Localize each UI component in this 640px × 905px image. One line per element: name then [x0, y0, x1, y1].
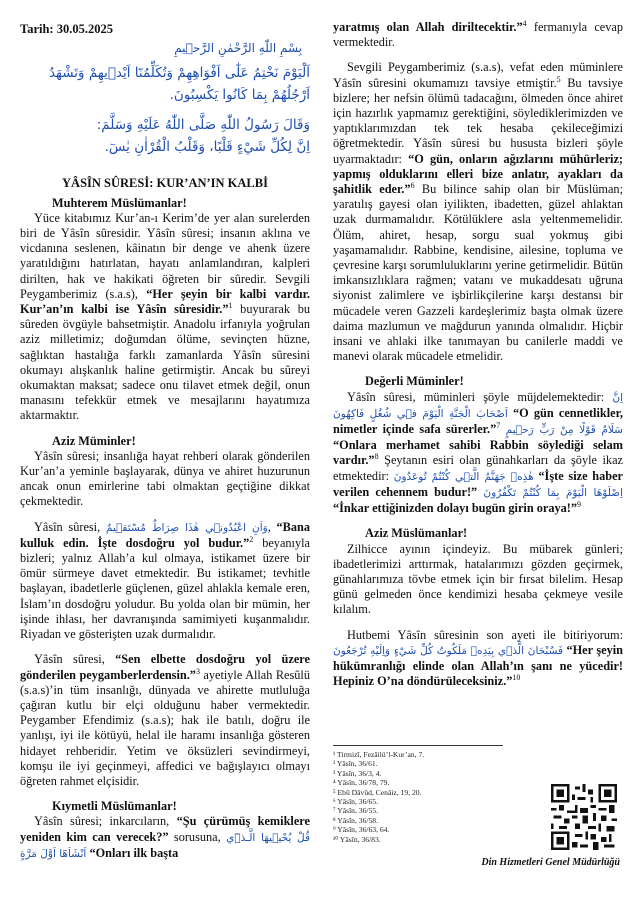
footnote-item: ⁹ Yâsîn, 36/63, 64. — [333, 825, 390, 835]
footnote-item: ⁶ Yâsîn, 36/65. — [333, 797, 378, 807]
footnote-item: ⁵ Ebû Dâvûd, Cenâiz, 19, 20. — [333, 787, 422, 797]
paragraph-7: Yâsîn sûresi, müminleri şöyle müjdelemektedir: اِنَّ اَصْحَابَ الْجَنَّةِ الْيَوْمَ ف۪ي شُغُلٍ فَاكِهُونَ “O gün cennetlikler, nimetler içinde safa sürerler.”$^7$ سَلَامٌ قَوْلًا مِنْ رَبٍّ رَح۪يمٍ “Onlara merhamet sahibi Rabbin söylediği selam vardır.”$^8$ Şeytanın esiri olan günahkarları da şöyle ikaz etmektedir: هٰذِه۪ جَهَنَّمُ الَّت۪ي كُنْتُمْ تُوعَدُونَ “İşte size haber verilen cehennem budur!” اِصْلَوْهَا الْيَوْمَ بِمَا كُنْتُمْ تَكْفُرُونَ “İnkar ettiğinizden dolayı bugün girin oraya!”$^9$ — [333, 389, 624, 516]
paragraph-9: Hutbemi Yâsîn sûresinin son ayeti ile bitiriyorum: فَسُبْحَانَ الَّذ۪ي بِيَدِه۪ مَلَكُوتُ كُلِّ شَيْءٍ وَاِلَيْهِ تُرْجَعُونَ “Her şeyin hükümranlığı elinde olan Allah’ın şanı ne yücedir! Hepiniz O’na döndürüleceksiniz.”$^{10}$ — [333, 627, 623, 689]
paragraph-5: Yâsîn sûresi; inkarcıların, “Şu çürümüş kemiklere yeniden kim can verecek?” sorusuna, قُلْ يُحْي۪يهَا الَّـذ۪ٓي اَنْشَاَهَٓا اَوَّلَ مَرَّةٍ “Onları ilk başta — [20, 814, 311, 860]
footnote-item: ⁸ Yâsîn, 36/58. — [333, 815, 378, 825]
section-heading-2: Aziz Müminler! — [52, 433, 136, 448]
footnote-item: ¹ Tirmizî, Fezâilü’l-Kur’an, 7. — [333, 750, 425, 759]
footnotes — [333, 745, 533, 844]
paragraph-3: Yâsîn sûresi, وَاَنِ اعْبُدُون۪ي هٰذَا صِرَاطٌ مُسْتَق۪يمٌ, “Bana kulluk edin. İşte dosdoğru yol budur.”$^2$ beyanıyla bizleri; yalnız Allah’a kul olmaya, istikamet üzere bir ömür sürmeye davet etmektedir. Bu istikamet; tevhitle başlayan, ibadetlerle güçlenen, güzel ahlakla kemale eren, İslam’ın dosdoğru yoludur. Bu yolda olan bir mümin, her işinde ihlası, her davranışında samimiyeti kuşanmalıdır. Riyadan ve gösterişten uzak durmalıdır. — [20, 519, 310, 642]
paragraph-1: Yüce kitabımız Kur’an-ı Kerim’de yer alan surelerden biri de Yâsîn sûresidir. Yâsîn sûresi; insanın aklına ve vicdanına seslenen, kâinatın bir denge ve ahenk üzere yaratıldığını hatırlatan, hayatı anlamlandıran, kalpleri dirilten, hak ve hakikati öğreten bir sûredir. Sevgili Peygamberimiz (s.a.s), “Her şeyin bir kalbi vardır. Kur’an’ın kalbi ise Yâsîn sûresidir.”$^1$ buyurarak bu sûreden övgüyle bahsetmiştir. Anadolu irfanıyla yoğrulan aziz milletimiz; doğumdan ölüme, sevinçten hüzne, sağlıktan hastalığa farklı zamanlarda Yâsîn sûresini okumayı alışkanlık haline getirmiştir. Ancak bu sûreyi okumaktan maksat; sadece onu tilavet etmek değil, onun manasını tefekkür etmek ve mesajlarını hayatımıza aktarmaktır. — [20, 210, 310, 423]
section-heading-5: Aziz Müslümanlar! — [365, 526, 468, 541]
footnote-item: ³ Yâsîn, 36/3, 4. — [333, 768, 382, 778]
date: Tarih: 30.05.2025 — [20, 22, 113, 36]
paragraph-8: Zilhicce ayının içindeyiz. Bu mübarek günleri; ibadetlerimizi arttırmak, hatalarımızı gözden geçirmek, günahlarımıza tövbe etmek için bir fırsat bilelim. Hesap günü gelmeden önce kendimizi hesaba çekmeye vesile kılalım. — [333, 541, 623, 617]
footnote-rule — [333, 745, 503, 746]
footnote-item: ⁴ Yâsîn, 36/78, 79. — [333, 778, 390, 788]
hadith-text: اِنَّ لِكُلِّ شَيْءٍ قَلْبًا، وَقَلْبُ الْقُرْاٰنِ يٰسٓ. — [104, 139, 310, 156]
paragraph-5-continued: yaratmış olan Allah diriltecektir.”$^4$ fermanıyla cevap vermektedir. — [333, 18, 623, 50]
hadith-intro: وَقَالَ رَسُولُ اللّٰهِ صَلَّى اللّٰهُ عَلَيْهِ وَسَلَّمَ: — [96, 117, 310, 134]
section-heading-4: Değerli Müminler! — [365, 374, 464, 389]
signature: Din Hizmetleri Genel Müdürlüğü — [481, 857, 620, 868]
qr-code-icon — [551, 784, 617, 850]
paragraph-2: Yâsîn sûresi; insanlığa hayat rehberi olarak gönderilen Kur’an’a yeminle başlayarak, dünya ve ahiret huzurunun ancak onun emirlerine tabi olmaktan geçtiğine dikkat çekmektedir. — [20, 448, 310, 509]
basmala: بِسْمِ اللّٰهِ الرَّحْمٰنِ الرَّح۪يمِ — [174, 41, 302, 56]
footnote-item: ¹⁰ Yâsîn, 36/83. — [333, 834, 381, 844]
left-column — [20, 22, 310, 862]
paragraph-6: Sevgili Peygamberimiz (s.a.s), vefat eden müminlere Yâsîn sûresini okumamızı tavsiye etmiştir.$^5$ Bu tavsiye bizlere; her nefsin ölümü tadacağını, ölmeden önce ahiret için hazırlık yapmamız gerektiğini, söylediklerimizden ve yaptıklarımızdan tek tek hesaba çekileceğimizi öğretmektedir. Yâsîn sûresi bu hususta bizleri şöyle uyarmaktadır: “O gün, onların ağızlarını mühürleriz; yapmış olduklarını elleri bize anlatır, ayakları da şahitlik eder.”$^6$ Bu bilince sahip olan bir Müslüman; yaratılış gayesi olan iyilikten, ibadetten, güzel ahlaktan uzak durmamalıdır. Kötülüklere asla yeltenmemelidir. Ölüm, ahiret, hesap, sorgu sual yokmuş gibi yaşamamalıdır. Rabbine, kendisine, ailesine, topluma ve çevresine karşı sorumluluklarını yerine getirmelidir. Bütün imkansızlıklara rağmen; vatanı ve mukaddesatı uğruna siyonist zalimlere ve işbirlikçilerine karşı destansı bir mücadele veren Gazzeli kardeşlerimiz başta olmak üzere daima mazlumun ve mağdurun yanında olmalıdır. Hiçbir insani ve ahlaki ilke tanımayan bu canilerle maddi ve manevi olarak mücadele etmelidir. — [333, 60, 624, 364]
section-heading-1: Muhterem Müslümanlar! — [52, 195, 187, 210]
paragraph-4: Yâsîn sûresi, “Sen elbette dosdoğru yol üzere gönderilen peygamberlerdensin.”$^3$ ayetiyle Allah Resûlü (s.a.s)’in tüm insanlığı, dünyada ve ahirette mutluluğa çağıran kutlu bir elçi olduğunu haber vermektedir. Peygamber Efendimiz (s.a.s); hak ile batılı, doğru ile yanlışı, iyi ile kötüyü, helal ile haramı insanlığa gösteren hidayet rehberidir. Yetim ve öksüzleri sevindirmeyi, komşu ile iyi geçinmeyi, affedici ve bağışlayıcı olmayı öğreten rahmet elçisidir. — [20, 652, 310, 788]
sermon-title: YÂSÎN SÛRESİ: KUR’AN’IN KALBİ — [62, 176, 268, 191]
opening-verse: اَلْيَوْمَ نَخْتِمُ عَلٰٓى اَفْوَاهِهِمْ وَتُكَلِّمُنَٓا اَيْد۪يهِمْ وَتَشْهَدُ اَرْجُلُهُمْ بِمَا كَانُوا يَكْسِبُونَ. — [48, 65, 310, 104]
right-column — [333, 20, 623, 689]
footnote-item: ⁷ Yâsîn, 36/55. — [333, 806, 378, 816]
section-heading-3: Kıymetli Müslümanlar! — [52, 799, 177, 814]
footnote-item: ² Yâsîn, 36/61. — [333, 759, 378, 769]
